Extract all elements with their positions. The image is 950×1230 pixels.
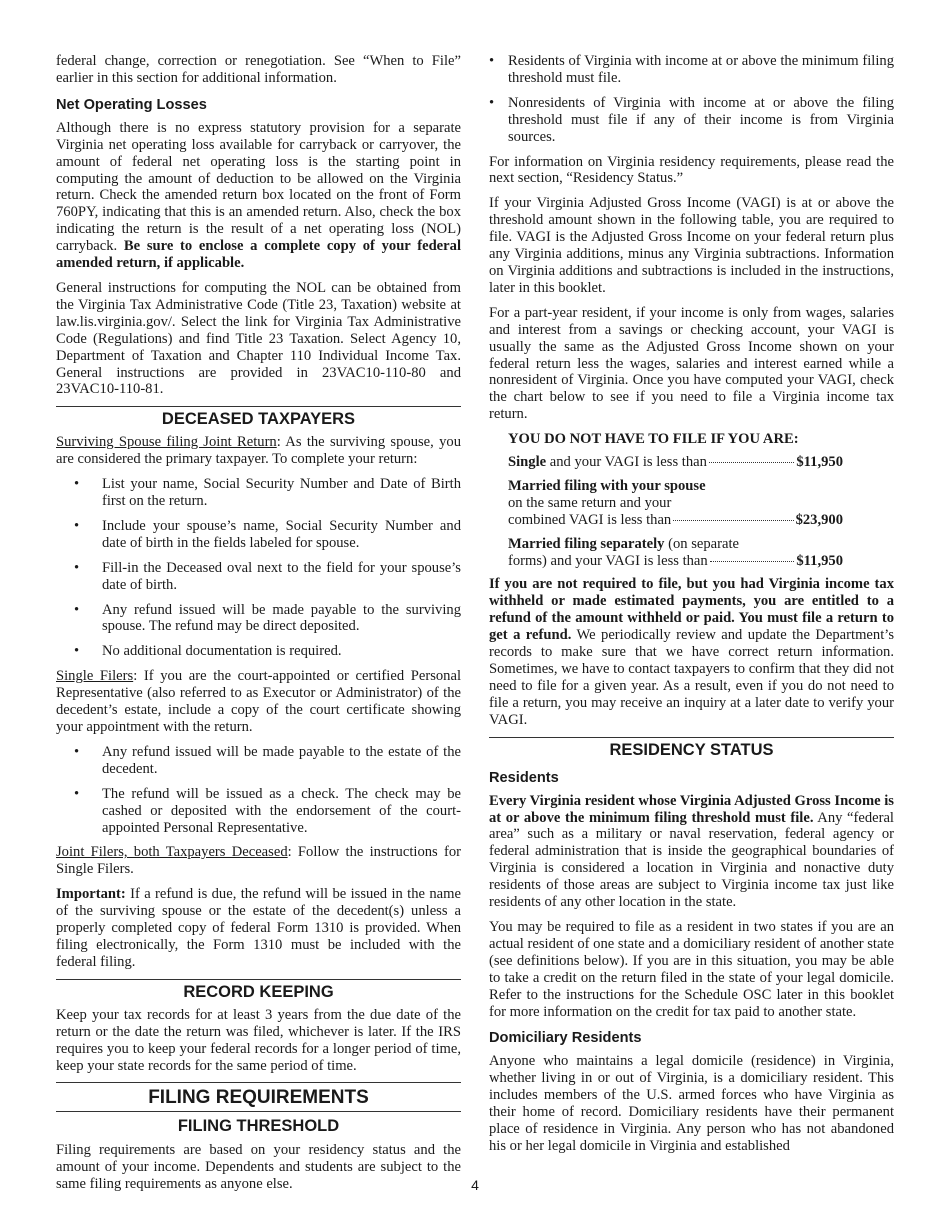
nol-heading: Net Operating Losses [56,96,207,113]
record-keeping-paragraph: Keep your tax records for at least 3 years from the due date of the return or the date the return was filed, whichever is later. If the IRS requires you to keep your federal records for a longer period of time, keep your state records for the same period of time. [56,1006,461,1074]
page-number: 4 [471,1177,479,1193]
threshold-row-married-joint: Married filing with your spouse on the same return and your combined VAGI is less than $23,900 [508,477,843,528]
list-item: • Any refund issued will be made payable to the estate of the decedent. [56,744,461,778]
right-column [489,53,894,1163]
filing-threshold-paragraph: Filing requirements are based on your residency status and the amount of your income. Dependents and students are subject to the same filing requirements as anyone else. [56,1142,461,1193]
amount-married-separate: $11,950 [796,552,843,569]
threshold-row-single: Single and your VAGI is less than $11,950 [508,454,843,471]
part-year-paragraph: For a part-year resident, if your income is only from wages, salaries and interest from a savings or checking account, your VAGI is usually the same as the Adjusted Gross Income shown on your federal return less the wages, salaries and interest earned while a nonresident of Virginia. Once you have computed your VAGI, check the chart below to see if you need to file a Virginia income tax return. [489,304,894,423]
deceased-taxpayers-heading: DECEASED TAXPAYERS [56,406,461,429]
threshold-table-heading: YOU DO NOT HAVE TO FILE IF YOU ARE: [508,431,799,448]
list-item: • No additional documentation is required. [56,643,461,660]
filing-requirements-heading: FILING REQUIREMENTS [56,1082,461,1112]
nol-paragraph-2: General instructions for computing the NOL can be obtained from the Virginia Tax Administrative Code (Title 23, Taxation) website at law.lis.virginia.gov/. Select the link for Virginia Tax Administrative Code (Regulations) and find Title 23 Taxation. Select Agency 10, Department of Taxation and Chapter 110 Individual Income Tax. General instructions are provided in 23VAC10-110-80 and 23VAC10-110-81. [56,279,461,398]
list-item: • Residents of Virginia with income at or above the minimum filing threshold must file. [489,53,894,87]
nol-paragraph-1: Although there is no express statutory provision for a separate Virginia net operating loss available for carryback or carryover, the amount of federal net operating loss is the starting point in computing the amount of deduction to be allowed on the Virginia return. Check the amended return box located on the front of Form 760PY, indicating that this is an amended return. Also, check the box indicating the return is the result of a net operating loss (NOL) carryback. Be sure to enclose a complete copy of your federal amended return, if applicable. [56,119,461,272]
joint-return-list [56,476,461,660]
list-item: • Nonresidents of Virginia with income at or above the filing threshold must file if any of their income is from Virginia sources. [489,95,894,146]
list-item: • List your name, Social Security Number and Date of Birth first on the return. [56,476,461,510]
list-item: • Any refund issued will be made payable to the surviving spouse. The refund may be direct deposited. [56,602,461,636]
list-item: • The refund will be issued as a check. The check may be cashed or deposited with the endorsement of the court-appointed Personal Representative. [56,786,461,837]
residency-status-heading: RESIDENCY STATUS [489,737,894,760]
domiciliary-paragraph: Anyone who maintains a legal domicile (residence) in Virginia, whether living in or out of Virginia, is a domiciliary resident. This includes members of the U.S. armed forces who have Virginia as their home of record. Domiciliary residents have their permanent place of residence in Virginia. Any person who has not abandoned his or her legal domicile in Virginia and established [489,1053,894,1154]
vagi-paragraph: If your Virginia Adjusted Gross Income (VAGI) is at or above the threshold amount shown in the following table, you are required to file. VAGI is the Adjusted Gross Income on your federal return plus any Virginia additions, minus any Virginia subtractions. Information on Virginia additions and subtractions is included in the instructions, later in this booklet. [489,195,894,296]
amount-single: $11,950 [796,454,843,471]
filing-threshold-heading: FILING THRESHOLD [177,1117,340,1136]
residency-pointer-paragraph: For information on Virginia residency requirements, please read the next section, “Residency Status.” [489,153,894,187]
intro-paragraph: federal change, correction or renegotiation. See “When to File” earlier in this section for additional information. [56,53,461,86]
single-filers-paragraph: Single Filers: If you are the court-appointed or certified Personal Representative (also referred to as Executor or Administrator) of the decedent’s estate, include a copy of the court certificate showing your appointment with the return. [56,668,462,735]
amount-married-joint: $23,900 [795,511,843,528]
joint-filers-deceased-paragraph: Joint Filers, both Taxpayers Deceased: Follow the instructions for Single Filers. [56,844,461,878]
domiciliary-residents-heading: Domiciliary Residents [489,1030,642,1047]
two-states-paragraph: You may be required to file as a resident in two states if you are an actual resident of one state and a domiciliary resident of another state (see definitions below). If you are in this situation, you may be able to take a credit on the return filed in the state of your legal domicile. Refer to the instructions for the Schedule OSC later in this booklet for more information on the credit for tax paid to another state. [489,918,894,1020]
threshold-row-married-separate: Married filing separately (on separate forms) and your VAGI is less than $11,950 [508,535,843,569]
single-filers-list [56,744,461,837]
record-keeping-heading: RECORD KEEPING [56,979,461,1002]
left-column [56,53,461,1201]
residents-paragraph: Every Virginia resident whose Virginia Adjusted Gross Income is at or above the minimum filing threshold must file. Any “federal area” such as a military or naval reservation, federal agency or federal administration that is inside the geographical boundaries of Virginia is considered a location in Virginia and nonactive duty residents of those areas are subject to Virginia income tax just like residents of any other location in the state. [489,792,894,911]
list-item: • Fill-in the Deceased oval next to the field for your spouse’s date of birth. [56,560,461,594]
filing-bullets [489,53,894,146]
refund-paragraph: If you are not required to file, but you had Virginia income tax withheld or made estimated payments, you are entitled to a refund of the amount withheld or paid. You must file a return to get a refund. We periodically review and update the Department’s records to make sure that we have correct return information. Sometimes, we have to contact taxpayers to confirm that they did not need to file for a given year. As a result, even if you do not need to file a return, you may receive an inquiry at a later date to verify your VAGI. [489,576,894,728]
list-item: • Include your spouse’s name, Social Security Number and date of birth in the fields labeled for spouse. [56,518,461,552]
important-paragraph: Important: If a refund is due, the refund will be issued in the name of the surviving spouse or the estate of the decedent(s) unless a properly completed copy of federal Form 1310 is provided. When filing electronically, the Form 1310 must be included with the federal filing. [56,886,461,970]
joint-return-paragraph: Surviving Spouse filing Joint Return: As the surviving spouse, you are considered the primary taxpayer. To complete your return: [56,434,462,468]
residents-heading: Residents [489,769,559,786]
threshold-table [508,431,843,569]
